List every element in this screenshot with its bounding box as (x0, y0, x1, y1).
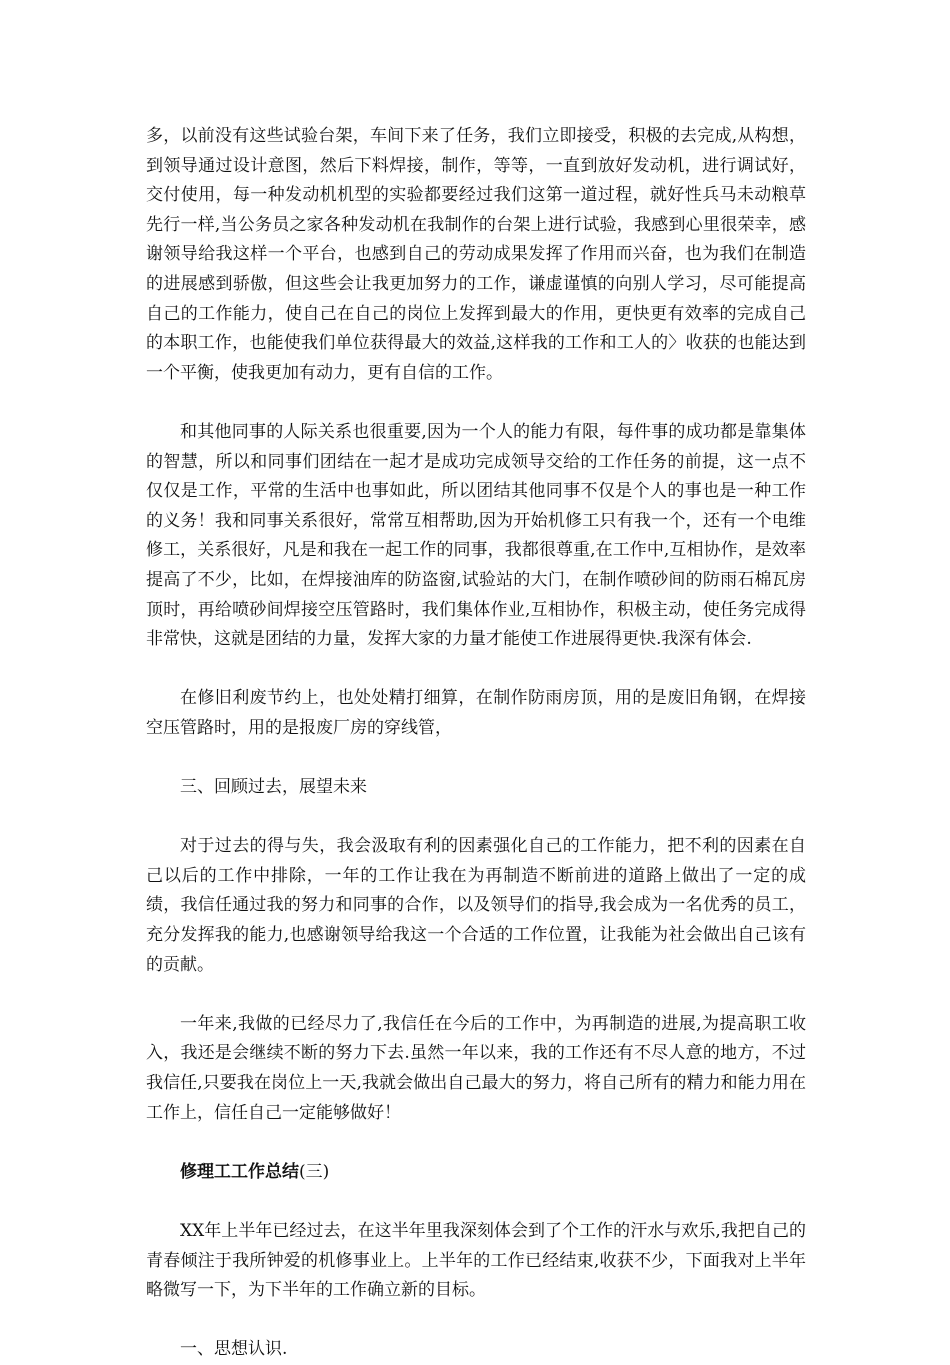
paragraph-1: 多，以前没有这些试验台架，车间下来了任务，我们立即接受，积极的去完成,从构想，到领导通过设计意图，然后下料焊接，制作，等等，一直到放好发动机，进行调试好，交付使用，每一种发动机机型的实验都要经过我们这第一道过程，就好性兵马未动粮草先行一样,当公务员之家各种发动机在我制作的台架上进行试验，我感到心里很荣幸，感谢领导给我这样一个平台，也感到自己的劳动成果发挥了作用而兴奋，也为我们在制造的进展感到骄傲，但这些会让我更加努力的工作，谦虚谨慎的向别人学习，尽可能提高自己的工作能力，使自己在自己的岗位上发挥到最大的作用，更快更有效率的完成自己的本职工作，也能使我们单位获得最大的效益,这样我的工作和工人的〉收获的也能达到一个平衡，使我更加有动力，更有自信的工作。 (146, 126, 806, 383)
document-title-text: 修理工工作总结 (180, 1161, 299, 1182)
document-title-suffix: (三) (299, 1161, 330, 1182)
paragraph-5: 对于过去的得与失，我会汲取有利的因素强化自己的工作能力，把不利的因素在自己以后的工作中排除，一年的工作让我在为再制造不断前进的道路上做出了一定的成绩，我信任通过我的努力和同事的合作，以及领导们的指导,我会成为一名优秀的员工，充分发挥我的能力,也感谢领导给我这一个合适的工作位置，让我能为社会做出自己该有的贡献。 (146, 836, 806, 975)
section-heading-3: 三、回顾过去，展望未来 (180, 777, 367, 798)
document-page (146, 122, 806, 1365)
paragraph-3: 在修旧利废节约上，也处处精打细算，在制作防雨房顶，用的是废旧角钢，在焊接空压管路时，用的是报废厂房的穿线管， (146, 688, 806, 738)
paragraph-2: 和其他同事的人际关系也很重要,因为一个人的能力有限，每件事的成功都是靠集体的智慧，所以和同事们团结在一起才是成功完成领导交给的工作任务的前提，这一点不仅仅是工作，平常的生活中也事如此，所以团结其他同事不仅是个人的事也是一种工作的义务！我和同事关系很好，常常互相帮助,因为开始机修工只有我一个，还有一个电维修工，关系很好，凡是和我在一起工作的同事，我都很尊重,在工作中,互相协作，是效率提高了不少，比如，在焊接油库的防盗窗,试验站的大门，在制作喷砂间的防雨石棉瓦房顶时，再给喷砂间焊接空压管路时，我们集体作业,互相协作，积极主动，使任务完成得非常快，这就是团结的力量，发挥大家的力量才能使工作进展得更快.我深有体会. (146, 421, 806, 650)
section-heading-1: 一、思想认识. (180, 1339, 288, 1360)
document-title (146, 1158, 806, 1188)
paragraph-7: XX年上半年已经过去，在这半年里我深刻体会到了个工作的汗水与欢乐,我把自己的青春倾注于我所钟爱的机修事业上。上半年的工作已经结束,收获不少，下面我对上半年略微写一下，为下半年的工作确立新的目标。 (146, 1220, 806, 1301)
paragraph-6: 一年来,我做的已经尽力了,我信任在今后的工作中，为再制造的进展,为提高职工收入，我还是会继续不断的努力下去.虽然一年以来，我的工作还有不尽人意的地方，不过我信任,只要我在岗位上一天,我就会做出自己最大的努力，将自己所有的精力和能力用在工作上，信任自己一定能够做好！ (146, 1013, 806, 1123)
